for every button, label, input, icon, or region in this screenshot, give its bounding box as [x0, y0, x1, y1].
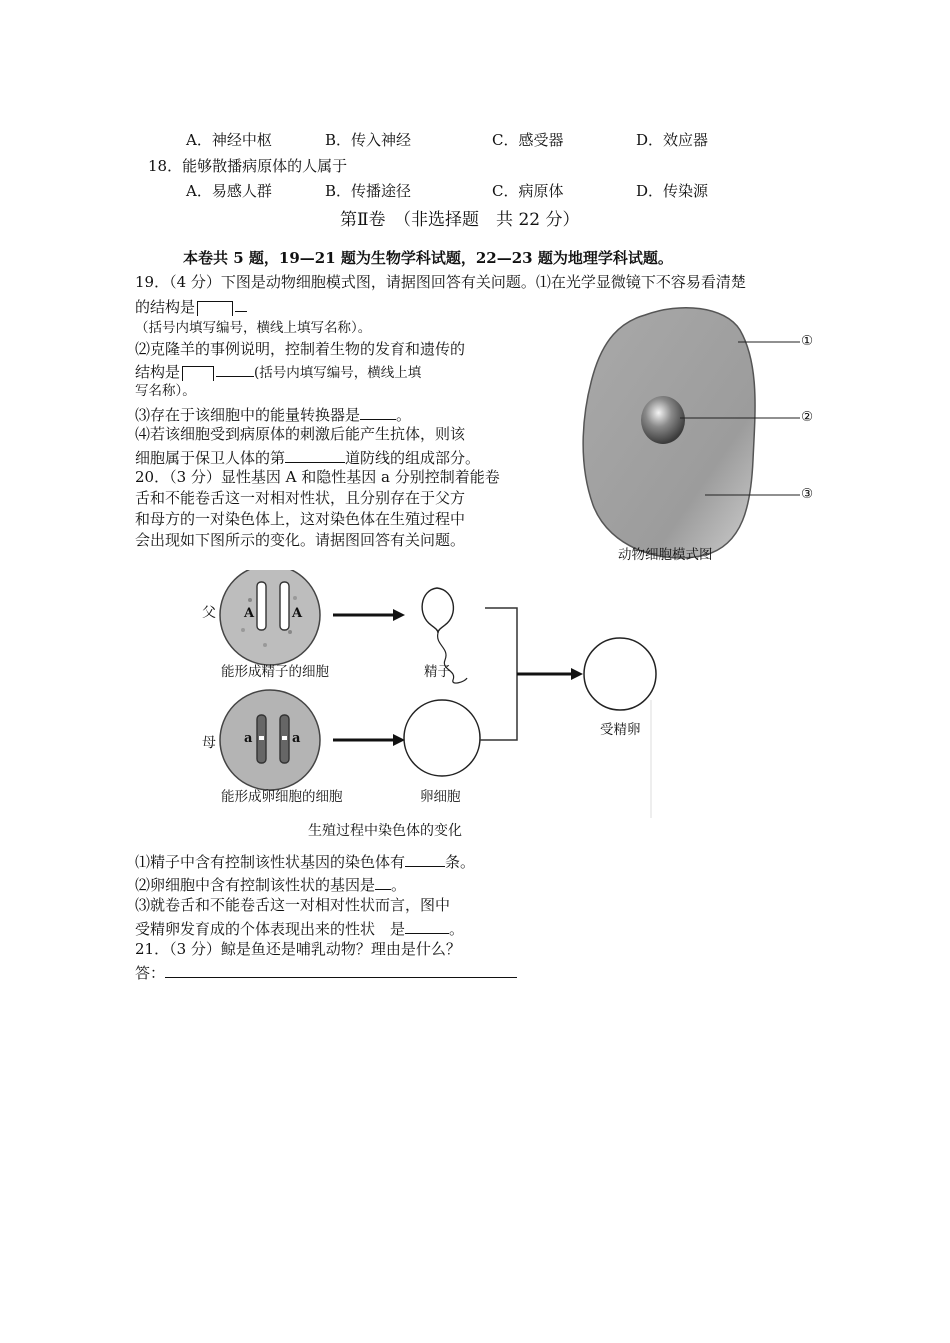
sperm-cell-label: 能形成精子的细胞: [221, 664, 329, 680]
q18-option-c: C．病原体: [492, 182, 564, 200]
mother-gene-left: a: [244, 731, 253, 746]
q19-answer-blank-1[interactable]: [235, 295, 247, 312]
egg-label: 卵细胞: [420, 789, 461, 805]
q19-line1: 19．（4 分）下图是动物细胞模式图，请据图回答有关问题。⑴在光学显微镜下不容易看清楚: [135, 273, 746, 291]
q19-line2: [135, 295, 247, 317]
father-label: 父: [202, 605, 216, 621]
q20-sub3-line2: [135, 917, 464, 939]
q19-line9: [135, 446, 480, 468]
q19-line5-suffix: (括号内填写编号，横线上填: [254, 365, 422, 381]
q21-answer-blank[interactable]: [165, 961, 517, 978]
q21-stem: 21．（3 分）鲸是鱼还是哺乳动物？理由是什么？: [135, 940, 461, 958]
q20-answer-blank-3[interactable]: [405, 917, 449, 934]
repro-figure-caption: 生殖过程中染色体的变化: [308, 823, 462, 839]
q17-option-a: A．神经中枢: [186, 131, 272, 149]
q19-answer-blank-4[interactable]: [285, 446, 345, 463]
q21-answer-prefix: 答：: [135, 964, 166, 982]
q18-stem: 18．能够散播病原体的人属于: [148, 157, 348, 175]
q20-line3: 和母方的一对染色体上，这对染色体在生殖过程中: [135, 510, 466, 528]
mother-label: 母: [202, 735, 216, 751]
q20-sub3-line1: ⑶就卷舌和不能卷舌这一对相对性状而言，图中: [135, 896, 451, 914]
q20-line4: 会出现如下图所示的变化。请据图回答有关问题。: [135, 531, 466, 549]
q19-answer-bracket-1[interactable]: [197, 301, 233, 316]
q21-answer-line: [135, 961, 517, 983]
q19-answer-blank-2[interactable]: [216, 360, 254, 377]
section-note: 本卷共 5 题，19—21 题为生物学科试题，22—23 题为地理学科试题。: [183, 249, 673, 267]
q19-line6: 写名称）。: [135, 383, 196, 399]
q19-line5: [135, 360, 421, 383]
q17-option-b: B．传入神经: [325, 131, 412, 149]
q17-option-c: C．感受器: [492, 131, 564, 149]
q19-line2-text: 的结构是: [135, 298, 196, 316]
q20-sub2: [135, 873, 406, 895]
sperm: [422, 588, 453, 633]
mother-gene-right: a: [292, 731, 301, 746]
reproduction-figure: [195, 570, 665, 820]
q20-line2: 舌和不能卷舌这一对相对性状，且分别存在于父方: [135, 489, 466, 507]
q19-line5-text: 结构是: [135, 363, 181, 381]
q20-sub1-text: ⑴精子中含有控制该性状基因的染色体有: [135, 853, 406, 871]
father-gene-right: A: [292, 606, 303, 621]
egg-cell-label: 能形成卵细胞的细胞: [221, 789, 343, 805]
zygote: [584, 638, 656, 710]
q18-option-a: A．易感人群: [186, 182, 272, 200]
q20-sub2-suffix: 。: [391, 876, 407, 894]
q19-line8: ⑷若该细胞受到病原体的刺激后能产生抗体，则该: [135, 425, 466, 443]
egg-cell: [404, 700, 480, 776]
section-title: 第Ⅱ卷 （非选择题 共 22 分）: [340, 210, 580, 230]
q19-answer-blank-3[interactable]: [360, 403, 396, 420]
cell-nucleus: [641, 396, 685, 444]
q18-option-b: B．传播途径: [325, 182, 412, 200]
cell-label-2: ②: [801, 409, 814, 425]
father-cell: [220, 570, 320, 665]
father-chromosome-2: [280, 582, 289, 630]
q18-option-d: D．传染源: [636, 182, 709, 200]
q19-line9-suffix: 道防线的组成部分。: [345, 449, 481, 467]
zygote-label: 受精卵: [600, 722, 641, 738]
q20-answer-blank-2[interactable]: [375, 873, 391, 890]
q20-sub3-suffix: 。: [449, 920, 465, 938]
animal-cell-figure: [575, 300, 835, 570]
q20-sub1-suffix: 条。: [445, 853, 476, 871]
q19-line4: ⑵克隆羊的事例说明，控制着生物的发育和遗传的: [135, 340, 466, 358]
q19-answer-bracket-2[interactable]: [182, 366, 214, 381]
q20-sub3-text: 受精卵发育成的个体表现出来的性状 是: [135, 920, 406, 938]
q19-line9-text: 细胞属于保卫人体的第: [135, 449, 286, 467]
q17-option-d: D．效应器: [636, 131, 709, 149]
q19-line3: （括号内填写编号，横线上填写名称）。: [135, 320, 372, 336]
q20-answer-blank-1[interactable]: [405, 850, 445, 867]
q20-line1: 20．（3 分）显性基因 A 和隐性基因 a 分别控制着能卷: [135, 468, 500, 486]
cell-label-3: ③: [801, 486, 814, 502]
father-gene-left: A: [244, 606, 255, 621]
father-chromosome-1: [257, 582, 266, 630]
q19-line7-suffix: 。: [396, 406, 412, 424]
q19-line7: [135, 403, 411, 425]
mother-cell: [220, 690, 320, 790]
cell-label-1: ①: [801, 333, 814, 349]
q20-sub2-text: ⑵卵细胞中含有控制该性状的基因是: [135, 876, 376, 894]
q19-line7-text: ⑶存在于该细胞中的能量转换器是: [135, 406, 361, 424]
sperm-label: 精子: [424, 664, 451, 680]
cell-figure-caption: 动物细胞模式图: [618, 547, 713, 563]
q20-sub1: [135, 850, 475, 872]
